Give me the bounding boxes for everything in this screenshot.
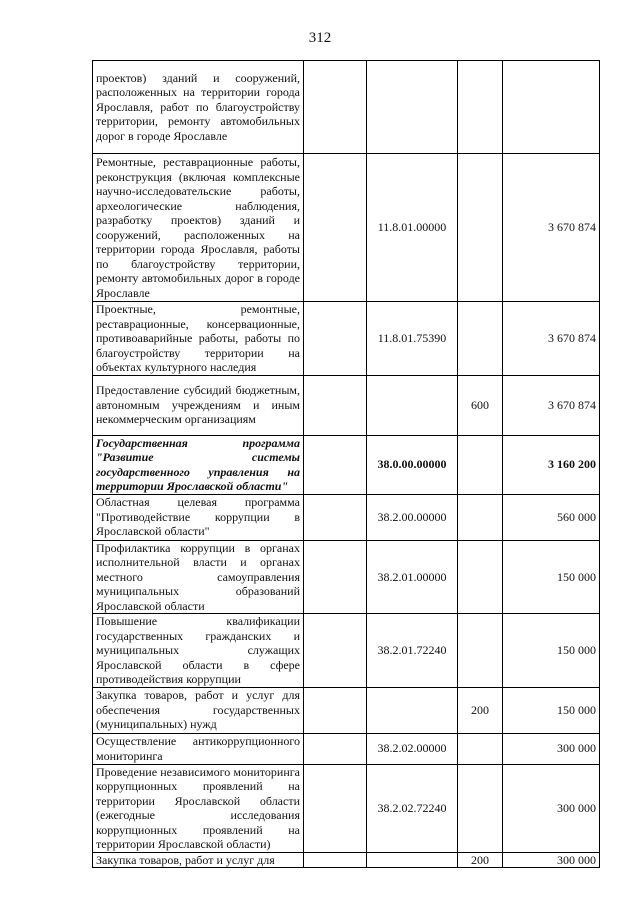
row-empty-cell bbox=[304, 494, 367, 540]
row-amount-cell: 300 000 bbox=[503, 733, 600, 764]
row-empty-cell bbox=[304, 375, 367, 435]
row-type-cell bbox=[458, 614, 503, 688]
table-row bbox=[93, 435, 600, 494]
row-type-cell bbox=[458, 435, 503, 494]
row-name-cell: проектов) зданий и сооружений, расположенных на территории города Ярославля, работ по благоустройству территории, ремонту автомобильных дорог в городе Ярославле bbox=[93, 61, 304, 154]
row-name-cell: Государственная программа "Развитие системы государственного управления на территории Ярославской области" bbox=[93, 435, 304, 494]
row-amount-cell: 560 000 bbox=[503, 494, 600, 540]
table-row bbox=[93, 302, 600, 376]
row-amount-cell: 3 160 200 bbox=[503, 435, 600, 494]
row-amount-cell: 150 000 bbox=[503, 687, 600, 733]
budget-table-body bbox=[93, 61, 600, 868]
row-type-cell bbox=[458, 61, 503, 154]
row-empty-cell bbox=[304, 302, 367, 376]
row-code-cell: 38.2.00.00000 bbox=[367, 494, 458, 540]
row-name-cell: Областная целевая программа "Противодействие коррупции в Ярославской области" bbox=[93, 494, 304, 540]
row-amount-cell: 150 000 bbox=[503, 614, 600, 688]
row-type-cell: 200 bbox=[458, 687, 503, 733]
table-row bbox=[93, 733, 600, 764]
row-name-cell: Ремонтные, реставрационные работы, реконструкция (включая комплексные научно-исследовательские работы, археологические наблюдения, разработку проектов) зданий и сооружений, расположенных на территории города Ярославля, работы по благоустройству территории, ремонту автомобильных дорог в городе Ярославле bbox=[93, 154, 304, 302]
row-empty-cell bbox=[304, 614, 367, 688]
row-amount-cell: 3 670 874 bbox=[503, 375, 600, 435]
row-type-cell bbox=[458, 494, 503, 540]
row-name-cell: Закупка товаров, работ и услуг для bbox=[93, 852, 304, 868]
budget-table bbox=[92, 60, 600, 868]
row-empty-cell bbox=[304, 61, 367, 154]
row-code-cell: 38.2.01.00000 bbox=[367, 540, 458, 614]
row-name-cell: Повышение квалификации государственных гражданских и муниципальных служащих Ярославской области в сфере противодействия коррупции bbox=[93, 614, 304, 688]
row-type-cell bbox=[458, 302, 503, 376]
row-code-cell: 38.0.00.00000 bbox=[367, 435, 458, 494]
row-amount-cell bbox=[503, 61, 600, 154]
page-number: 312 bbox=[308, 30, 332, 46]
row-code-cell bbox=[367, 375, 458, 435]
row-code-cell bbox=[367, 687, 458, 733]
row-type-cell: 200 bbox=[458, 852, 503, 868]
row-empty-cell bbox=[304, 764, 367, 852]
row-amount-cell: 300 000 bbox=[503, 852, 600, 868]
row-type-cell bbox=[458, 540, 503, 614]
row-code-cell: 11.8.01.00000 bbox=[367, 154, 458, 302]
row-type-cell bbox=[458, 154, 503, 302]
row-amount-cell: 300 000 bbox=[503, 764, 600, 852]
row-name-cell: Закупка товаров, работ и услуг для обеспечения государственных (муниципальных) нужд bbox=[93, 687, 304, 733]
table-row bbox=[93, 614, 600, 688]
row-empty-cell bbox=[304, 852, 367, 868]
row-name-cell: Осуществление антикоррупционного мониторинга bbox=[93, 733, 304, 764]
row-code-cell bbox=[367, 61, 458, 154]
row-empty-cell bbox=[304, 733, 367, 764]
row-code-cell: 38.2.02.00000 bbox=[367, 733, 458, 764]
table-row bbox=[93, 154, 600, 302]
row-type-cell: 600 bbox=[458, 375, 503, 435]
row-name-cell: Профилактика коррупции в органах исполнительной власти и органах местного самоуправления муниципальных образований Ярославской области bbox=[93, 540, 304, 614]
row-empty-cell bbox=[304, 540, 367, 614]
row-empty-cell bbox=[304, 687, 367, 733]
row-name-cell: Проведение независимого мониторинга коррупционных проявлений на территории Ярославской области (ежегодные исследования коррупционных проявлений на территории Ярославской области) bbox=[93, 764, 304, 852]
table-row bbox=[93, 764, 600, 852]
row-amount-cell: 3 670 874 bbox=[503, 302, 600, 376]
row-code-cell bbox=[367, 852, 458, 868]
row-name-cell: Предоставление субсидий бюджетным, автономным учреждениям и иным некоммерческим организациям bbox=[93, 375, 304, 435]
row-code-cell: 38.2.02.72240 bbox=[367, 764, 458, 852]
table-row bbox=[93, 687, 600, 733]
row-empty-cell bbox=[304, 435, 367, 494]
row-type-cell bbox=[458, 764, 503, 852]
table-row bbox=[93, 494, 600, 540]
row-type-cell bbox=[458, 733, 503, 764]
table-row bbox=[93, 61, 600, 154]
row-code-cell: 38.2.01.72240 bbox=[367, 614, 458, 688]
table-row bbox=[93, 540, 600, 614]
table-row bbox=[93, 852, 600, 868]
row-name-cell: Проектные, ремонтные, реставрационные, консервационные, противоаварийные работы, работы по благоустройству территории на объектах культурного наследия bbox=[93, 302, 304, 376]
row-code-cell: 11.8.01.75390 bbox=[367, 302, 458, 376]
row-amount-cell: 3 670 874 bbox=[503, 154, 600, 302]
table-row bbox=[93, 375, 600, 435]
row-empty-cell bbox=[304, 154, 367, 302]
row-amount-cell: 150 000 bbox=[503, 540, 600, 614]
